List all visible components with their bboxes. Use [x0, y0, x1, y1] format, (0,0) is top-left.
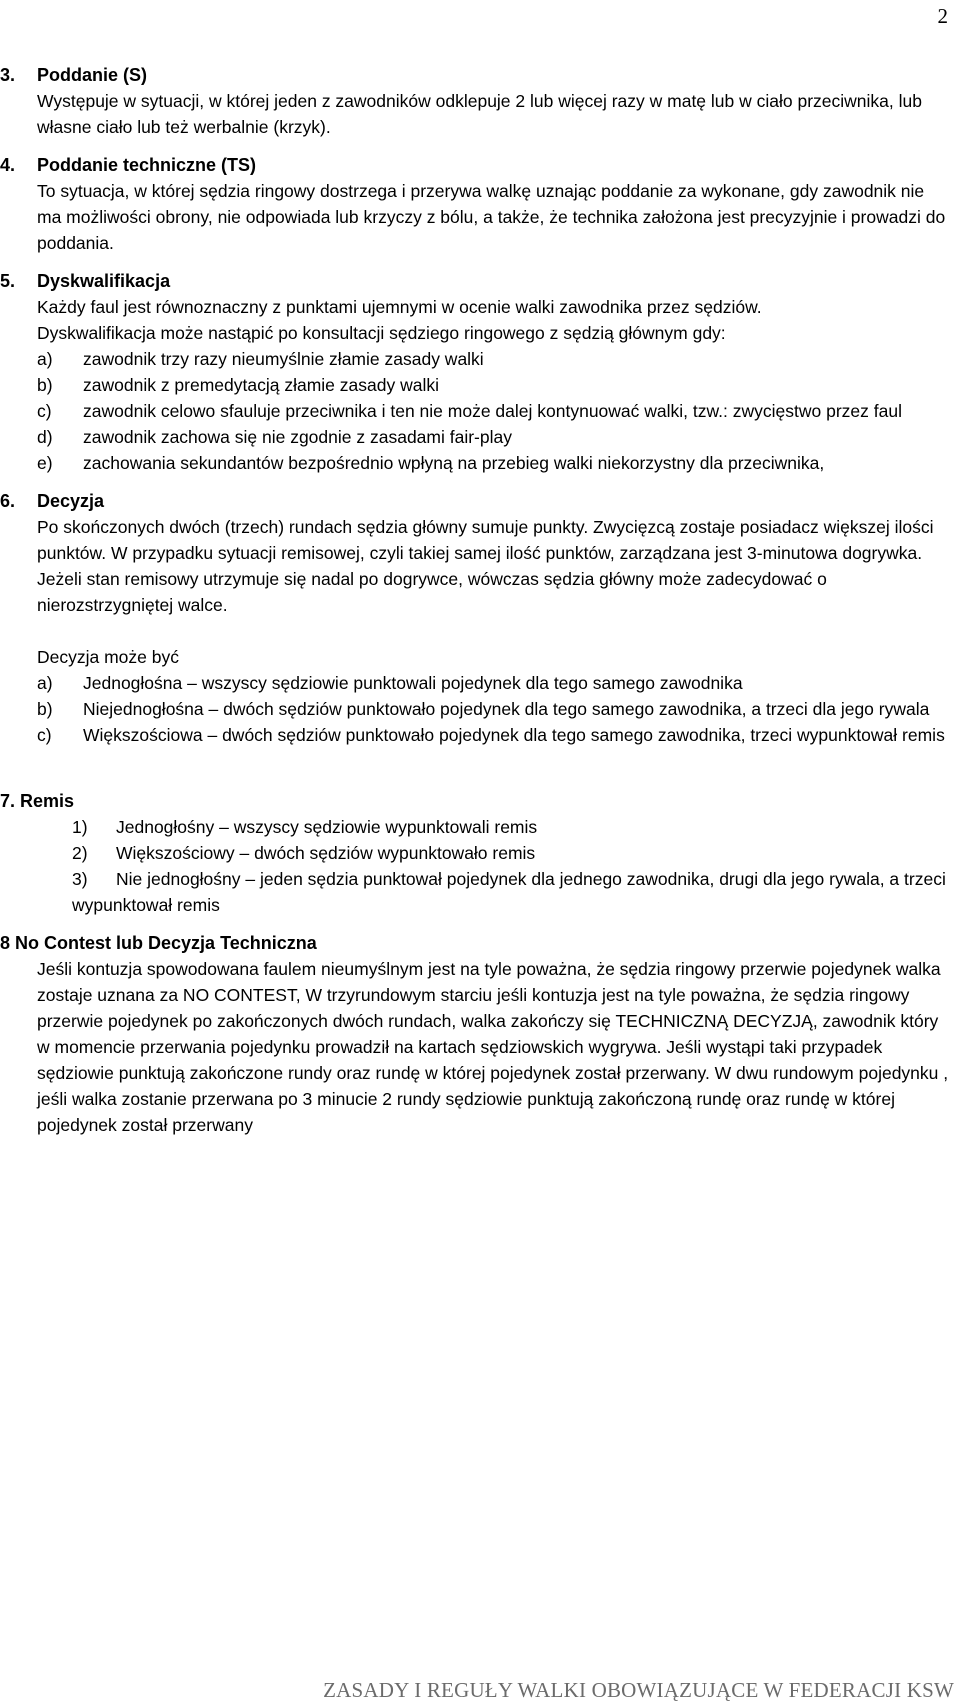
section-dyskwalifikacja — [0, 268, 950, 476]
section-remis — [0, 788, 950, 918]
list-item — [37, 670, 950, 696]
list-item — [72, 814, 950, 840]
list-item — [37, 346, 950, 372]
section-heading — [0, 788, 950, 814]
decision-list — [0, 670, 950, 748]
section-number: 7. — [0, 791, 16, 811]
section-title: Remis — [20, 791, 75, 811]
list-item-label: c) — [37, 401, 52, 421]
list-item-text: zawodnik trzy razy nieumyślnie złamie zasady walki — [83, 349, 484, 369]
section-title: No Contest lub Decyzja Techniczna — [15, 933, 317, 953]
section-title: Poddanie (S) — [37, 65, 148, 85]
section-heading — [0, 930, 950, 956]
list-item-text: Większościowy – dwóch sędziów wypunktowało remis — [116, 843, 536, 863]
section-number: 5. — [0, 271, 16, 291]
disqualification-list — [0, 346, 950, 476]
list-item — [72, 866, 950, 918]
list-item-label: 3) — [72, 869, 88, 889]
section-title: Poddanie techniczne (TS) — [37, 155, 257, 175]
section-paragraph: Każdy faul jest równoznaczny z punktami ujemnymi w ocenie walki zawodnika przez sędziów. — [37, 297, 762, 317]
section-poddanie-techniczne — [0, 152, 950, 256]
list-item-label: d) — [37, 427, 53, 447]
list-item-label: c) — [37, 725, 52, 745]
list-item — [37, 398, 950, 424]
list-item-label: a) — [37, 673, 53, 693]
section-heading — [0, 268, 950, 294]
list-item-text: zawodnik z premedytacją złamie zasady walki — [83, 375, 439, 395]
section-paragraph: To sytuacja, w której sędzia ringowy dostrzega i przerywa walkę uznając poddanie za wykonane, gdy zawodnik nie ma możliwości obrony, nie odpowiada lub krzyczy z bólu, a także, że technika założona jest precyzyjnie i prowadzi do poddania. — [37, 181, 946, 253]
section-number: 8 — [0, 933, 11, 953]
document-body — [0, 62, 950, 1138]
list-item-text: Nie jednogłośny – jeden sędzia punktował pojedynek dla jednego zawodnika, drugi dla jego rywala, a trzeci wypunktował remis — [72, 869, 946, 915]
section-number: 6. — [0, 491, 16, 511]
section-number: 3. — [0, 65, 16, 85]
section-title: Dyskwalifikacja — [37, 271, 171, 291]
list-item-text: Jednogłośny – wszyscy sędziowie wypunktowali remis — [116, 817, 538, 837]
list-item-text: Jednogłośna – wszyscy sędziowie punktowali pojedynek dla tego samego zawodnika — [83, 673, 743, 693]
list-item-label: 1) — [72, 817, 88, 837]
section-heading — [0, 62, 950, 88]
list-item — [37, 722, 950, 748]
page-footer: ZASADY I REGUŁY WALKI OBOWIĄZUJĄCE W FEDERACJI KSW — [323, 1678, 954, 1702]
list-item-text: Niejednogłośna – dwóch sędziów punktowało pojedynek dla tego samego zawodnika, a trzeci dla jego rywala — [83, 699, 930, 719]
draw-list — [0, 814, 950, 918]
list-item-text: zawodnik celowo sfauluje przeciwnika i ten nie może dalej kontynuować walki, tzw.: zwycięstwo przez faul — [83, 401, 902, 421]
list-item — [37, 450, 950, 476]
section-decyzja — [0, 488, 950, 748]
section-heading — [0, 488, 950, 514]
section-heading — [0, 152, 950, 178]
section-paragraph: Dyskwalifikacja może nastąpić po konsultacji sędziego ringowego z sędzią głównym gdy: — [37, 323, 726, 343]
list-item — [37, 424, 950, 450]
section-no-contest — [0, 930, 950, 1138]
section-paragraph: Występuje w sytuacji, w której jeden z zawodników odklepuje 2 lub więcej razy w matę lub w ciało przeciwnika, lub własne ciało lub też werbalnie (krzyk). — [37, 91, 922, 137]
list-item-label: 2) — [72, 843, 88, 863]
list-item — [37, 696, 950, 722]
section-paragraph: Po skończonych dwóch (trzech) rundach sędzia główny sumuje punkty. Zwycięzcą zostaje posiadacz większej ilości punktów. W przypadku sytuacji remisowej, czyli takiej samej ilość punktów, zarządzana jest 3-minutowa dogrywka. Jeżeli stan remisowy utrzymuje się nadal po dogrywce, wówczas sędzia główny może zadecydować o nierozstrzygniętej walce. — [37, 517, 934, 615]
list-item-label: b) — [37, 699, 53, 719]
section-title: Decyzja — [37, 491, 105, 511]
list-item-text: Większościowa – dwóch sędziów punktowało pojedynek dla tego samego zawodnika, trzeci wypunktował remis — [83, 725, 945, 745]
list-item-label: b) — [37, 375, 53, 395]
decision-intro: Decyzja może być — [37, 647, 179, 667]
list-item-text: zachowania sekundantów bezpośrednio wpłyną na przebieg walki niekorzystny dla przeciwnika, — [83, 453, 825, 473]
list-item-label: e) — [37, 453, 53, 473]
list-item — [37, 372, 950, 398]
list-item-label: a) — [37, 349, 53, 369]
list-item — [72, 840, 950, 866]
section-paragraph: Jeśli kontuzja spowodowana faulem nieumyślnym jest na tyle poważna, że sędzia ringowy przerwie pojedynek walka zostaje uznana za NO CONTEST, W trzyrundowym starciu jeśli kontuzja jest na tyle poważna, że sędzia ringowy przerwie pojedynek po zakończonych dwóch rundach, walka zakończy się TECHNICZNĄ DECYZJĄ, zawodnik który w momencie przerwania pojedynku prowadził na kartach sędziowskich wygrywa. Jeśli wystąpi taki przypadek sędziowie punktują zakończone rundy oraz rundę w której pojedynek został przerwany. W dwu rundowym pojedynku , jeśli walka zostanie przerwana po 3 minucie 2 rundy sędziowie punktują zakończoną rundę oraz rundę w której pojedynek został przerwany — [37, 959, 949, 1135]
page-number: 2 — [937, 4, 948, 28]
list-item-text: zawodnik zachowa się nie zgodnie z zasadami fair-play — [83, 427, 512, 447]
section-number: 4. — [0, 155, 16, 175]
section-poddanie — [0, 62, 950, 140]
